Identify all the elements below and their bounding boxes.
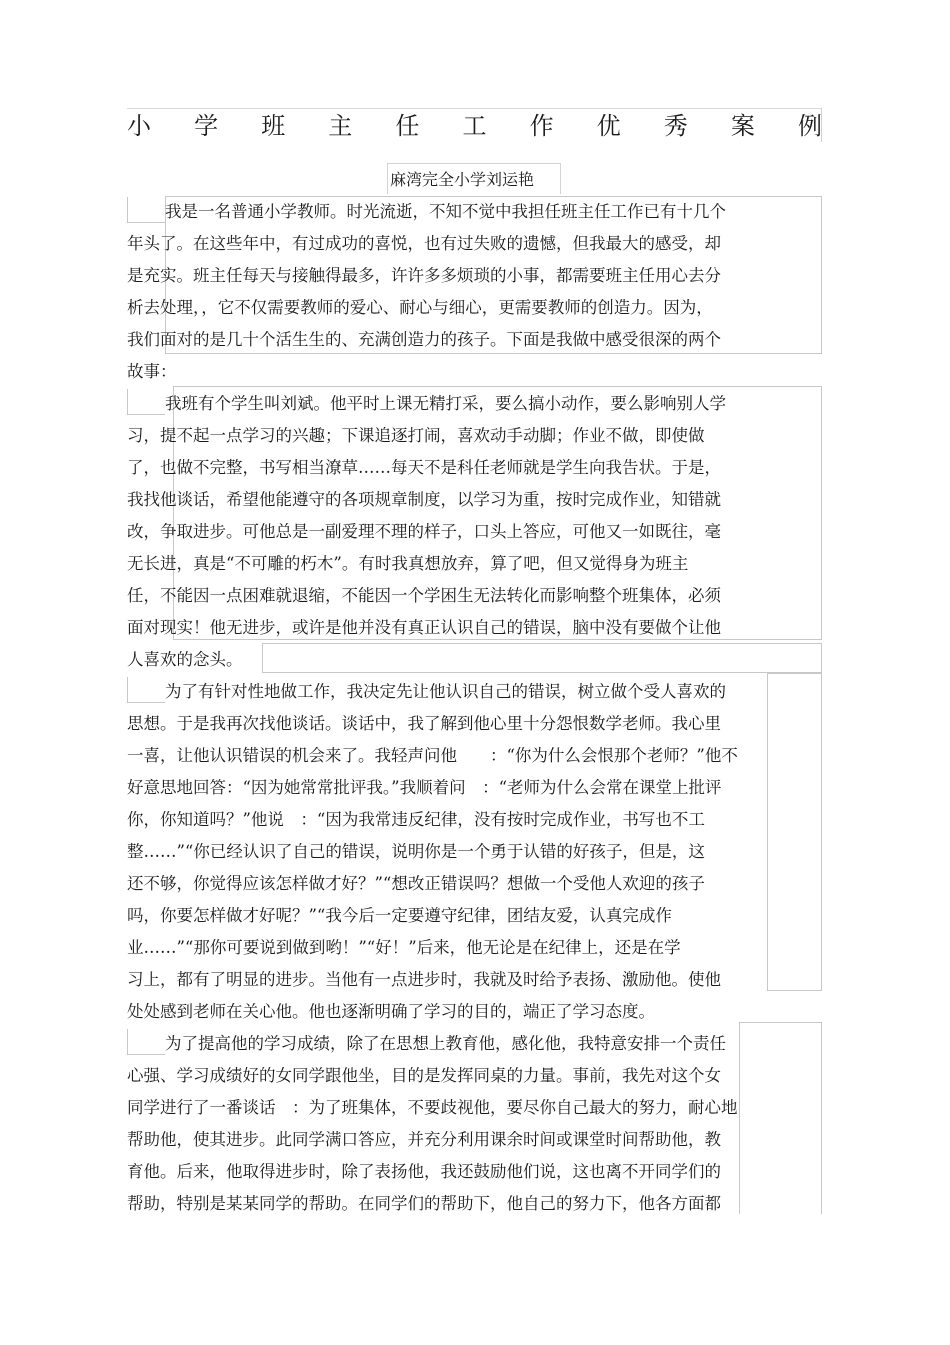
text-line: 析去处理，，它不仅需要教师的爱心、耐心与细心，更需要教师的创造力。因为，	[127, 298, 713, 317]
text-line: 人喜欢的念头。	[127, 650, 243, 669]
text-line: 育他。后来，他取得进步时，除了表扬他，我还鼓励他们说，这也离不开同学们的	[127, 1162, 721, 1181]
text-line: 我们面对的是几十个活生生的、充满创造力的孩子。下面是我做中感受很深的两个	[127, 330, 721, 349]
text-line: 一喜，让他认识错误的机会来了。我轻声问他 ：“你为什么会恨那个老师？”他不	[127, 746, 738, 765]
text-line: 无长进，真是“不可雕的朽木”。有时我真想放弃，算了吧，但又觉得身为班主	[127, 554, 689, 573]
text-line: 吗，你要怎样做才好呢？”“我今后一定要遵守纪律，团结友爱，认真完成作	[127, 906, 672, 925]
text-line: 我是一名普通小学教师。时光流逝，不知不觉中我担任班主任工作已有十几个	[165, 202, 726, 221]
text-line: 为了有针对性地做工作，我决定先让他认识自己的错误，树立做个受人喜欢的	[165, 682, 726, 701]
text-line: 思想。于是我再次找他谈话。谈话中，我了解到他心里十分怨恨数学老师。我心里	[127, 714, 721, 733]
text-line: 为了提高他的学习成绩，除了在思想上教育他，感化他，我特意安排一个责任	[165, 1034, 726, 1053]
title-char: 班	[261, 112, 286, 140]
text-line: 是充实。班主任每天与接触得最多，许许多多烦琐的小事，都需要班主任用心去分	[127, 266, 721, 285]
text-line: 了，也做不完整，书写相当潦草……每天不是科任老师就是学生向我告状。于是，	[127, 458, 721, 477]
paragraph-frame	[767, 673, 822, 991]
text-line: 改，争取进步。可他总是一副爱理不理的样子，口头上答应，可他又一如既往，毫	[127, 522, 721, 541]
author-name: 麻湾完全小学刘运艳	[390, 170, 535, 189]
title-char: 作	[529, 112, 554, 140]
indent-mark	[127, 389, 165, 415]
title-char: 优	[596, 112, 621, 140]
text-line: 好意思地回答：“因为她常常批评我。”我顺着问 ：“老师为什么会常在课堂上批评	[127, 778, 722, 797]
title-char: 学	[194, 112, 219, 140]
title-rule	[127, 108, 822, 109]
title-char: 小	[127, 112, 151, 140]
document-title	[127, 110, 822, 142]
text-line: 整……”“你已经认识了自己的错误，说明你是一个勇于认错的好孩子，但是，这	[127, 842, 705, 861]
paragraph-frame	[262, 643, 822, 673]
title-edge	[821, 108, 822, 142]
title-char: 工	[462, 112, 487, 140]
text-line: 同学进行了一番谈话 ：为了班集体，不要歧视他，要尽你自己最大的努力，耐心地	[127, 1098, 738, 1117]
title-char: 主	[328, 112, 353, 140]
title-char: 案	[730, 112, 755, 140]
text-line: 故事：	[127, 362, 177, 381]
text-line: 习，提不起一点学习的兴趣；下课追逐打闹，喜欢动手动脚；作业不做，即使做	[127, 426, 705, 445]
text-line: 年头了。在这些年中，有过成功的喜悦，也有过失败的遗憾，但我最大的感受，却	[127, 234, 721, 253]
text-line: 我班有个学生叫刘斌。他平时上课无精打采，要么搞小动作，要么影响别人学	[165, 394, 726, 413]
text-line: 任，不能因一点困难就退缩，不能因一个学困生无法转化而影响整个班集体，必须	[127, 586, 721, 605]
title-char: 秀	[663, 112, 688, 140]
text-line: 帮助，特别是某某同学的帮助。在同学们的帮助下，他自己的努力下，他各方面都	[127, 1194, 721, 1213]
title-char: 任	[395, 112, 420, 140]
text-line: 你，你知道吗？”他说 ：“因为我常违反纪律，没有按时完成作业，书写也不工	[127, 810, 705, 829]
text-line: 习上，都有了明显的进步。当他有一点进步时，我就及时给予表扬、激励他。使他	[127, 970, 721, 989]
indent-mark	[127, 1029, 165, 1055]
text-line: 面对现实！他无进步，或许是他并没有真正认识自己的错误，脑中没有要做个让他	[127, 618, 721, 637]
paragraph-frame	[739, 1022, 822, 1214]
text-line: 还不够，你觉得应该怎样做才好？”“想改正错误吗？想做一个受他人欢迎的孩子	[127, 874, 705, 893]
text-line: 处处感到老师在关心他。他也逐渐明确了学习的目的，端正了学习态度。	[127, 1002, 655, 1021]
title-char: 例	[797, 112, 822, 140]
text-line: 帮助他，使其进步。此同学满口答应，并充分利用课余时间或课堂时间帮助他，教	[127, 1130, 721, 1149]
text-line: 心强、学习成绩好的女同学跟他坐，目的是发挥同桌的力量。事前，我先对这个女	[127, 1066, 721, 1085]
indent-mark	[127, 677, 165, 703]
text-line: 我找他谈话，希望他能遵守的各项规章制度，以学习为重，按时完成作业，知错就	[127, 490, 721, 509]
indent-mark	[127, 197, 165, 223]
text-line: 业……”“那你可要说到做到哟！”“好！”后来，他无论是在纪律上，还是在学	[127, 938, 681, 957]
